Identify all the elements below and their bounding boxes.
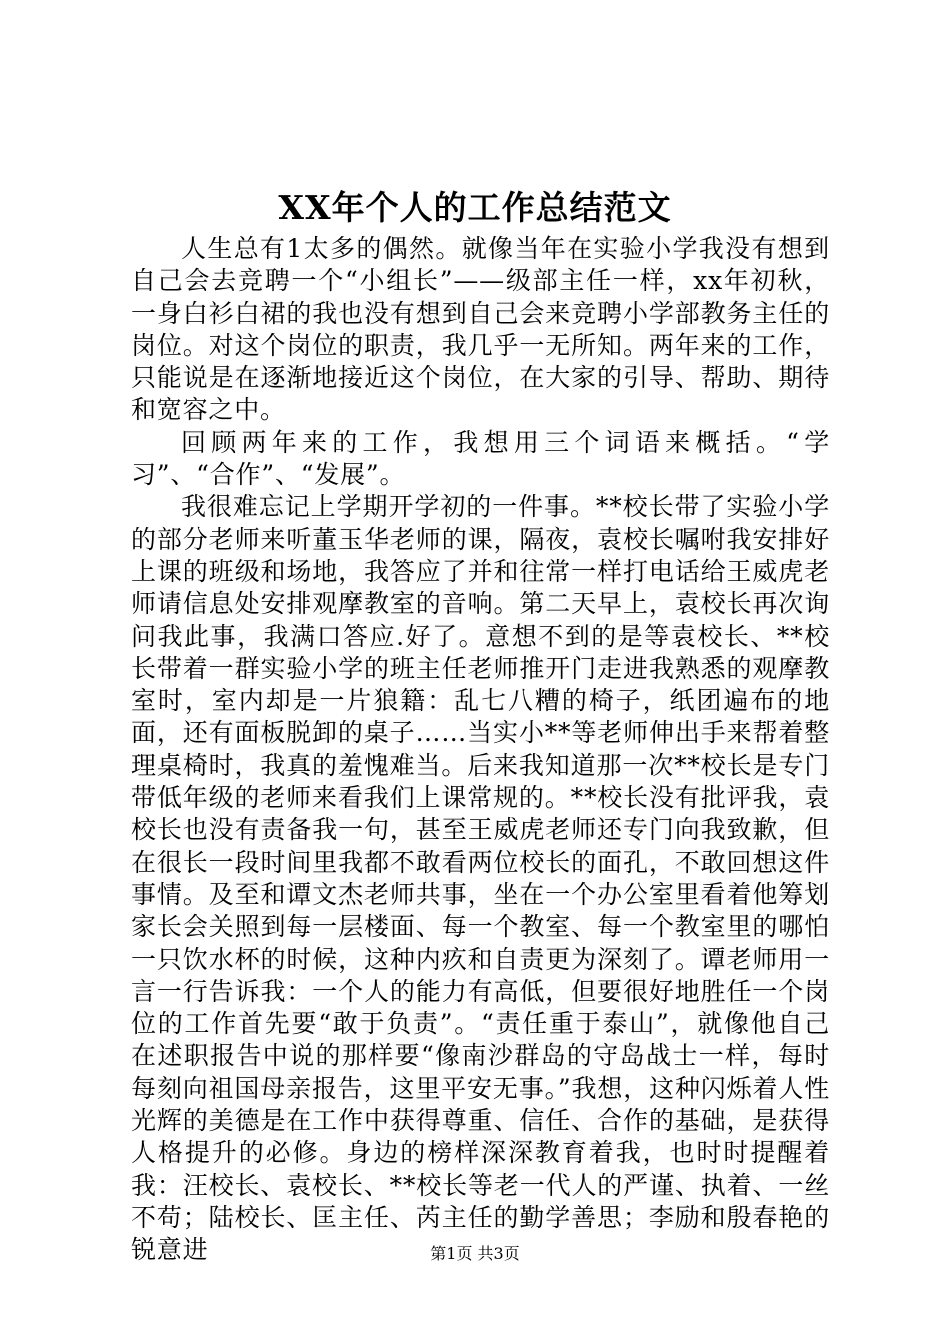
document-title: XX年个人的工作总结范文 [278, 188, 672, 227]
paragraph-3: 我很难忘记上学期开学初的一件事。**校长带了实验小学的部分老师来听董玉华老师的课，隔夜，袁校长嘱咐我安排好上课的班级和场地，我答应了并和往常一样打电话给王威虎老师请信息处安排观摩教室的音响。第二天早上，袁校长再次询问我此事，我满口答应.好了。意想不到的是等袁校长、**校长带着一群实验小学的班主任老师推开门走进我熟悉的观摩教室时，室内却是一片狼籍：乱七八糟的椅子，纸团遍布的地面，还有面板脱卸的桌子……当实小**等老师伸出手来帮着整理桌椅时，我真的羞愧难当。后来我知道那一次**校长是专门带低年级的老师来看我们上课常规的。**校长没有批评我，袁校长也没有责备我一句，甚至王威虎老师还专门向我致歉，但在很长一段时间里我都不敢看两位校长的面孔，不敢回想这件事情。及至和谭文杰老师共事，坐在一个办公室里看着他筹划家长会关照到每一层楼面、每一个教室、每一个教室里的哪怕一只饮水杯的时候，这种内疚和自责更为深刻了。谭老师用一言一行告诉我：一个人的能力有高低，但要很好地胜任一个岗位的工作首先要“敢于负责”。“责任重于泰山”，就像他自己在述职报告中说的那样要“像南沙群岛的守岛战士一样，每时每刻向祖国母亲报告，这里平安无事。”我想，这种闪烁着人性光辉的美德是在工作中获得尊重、信任、合作的基础，是获得人格提升的必修。身边的榜样深深教育着我，也时时提醒着我：汪校长、袁校长、**校长等老一代人的严谨、执着、一丝不苟；陆校长、匡主任、芮主任的勤学善思；李励和殷春艳的锐意进 [131, 492, 830, 1265]
paragraph-1: 人生总有1太多的偶然。就像当年在实验小学我没有想到自己会去竞聘一个“小组长”——级部主任一样，xx年初秋，一身白衫白裙的我也没有想到自己会来竞聘小学部教务主任的岗位。对这个岗位的职责，我几乎一无所知。两年来的工作，只能说是在逐渐地接近这个岗位，在大家的引导、帮助、期待和宽容之中。 [131, 234, 830, 425]
document-body [131, 233, 830, 1267]
page-footer: 第1页 共3页 [430, 1244, 520, 1263]
paragraph-2: 回顾两年来的工作，我想用三个词语来概括。“学习”、“合作”、“发展”。 [131, 427, 830, 490]
